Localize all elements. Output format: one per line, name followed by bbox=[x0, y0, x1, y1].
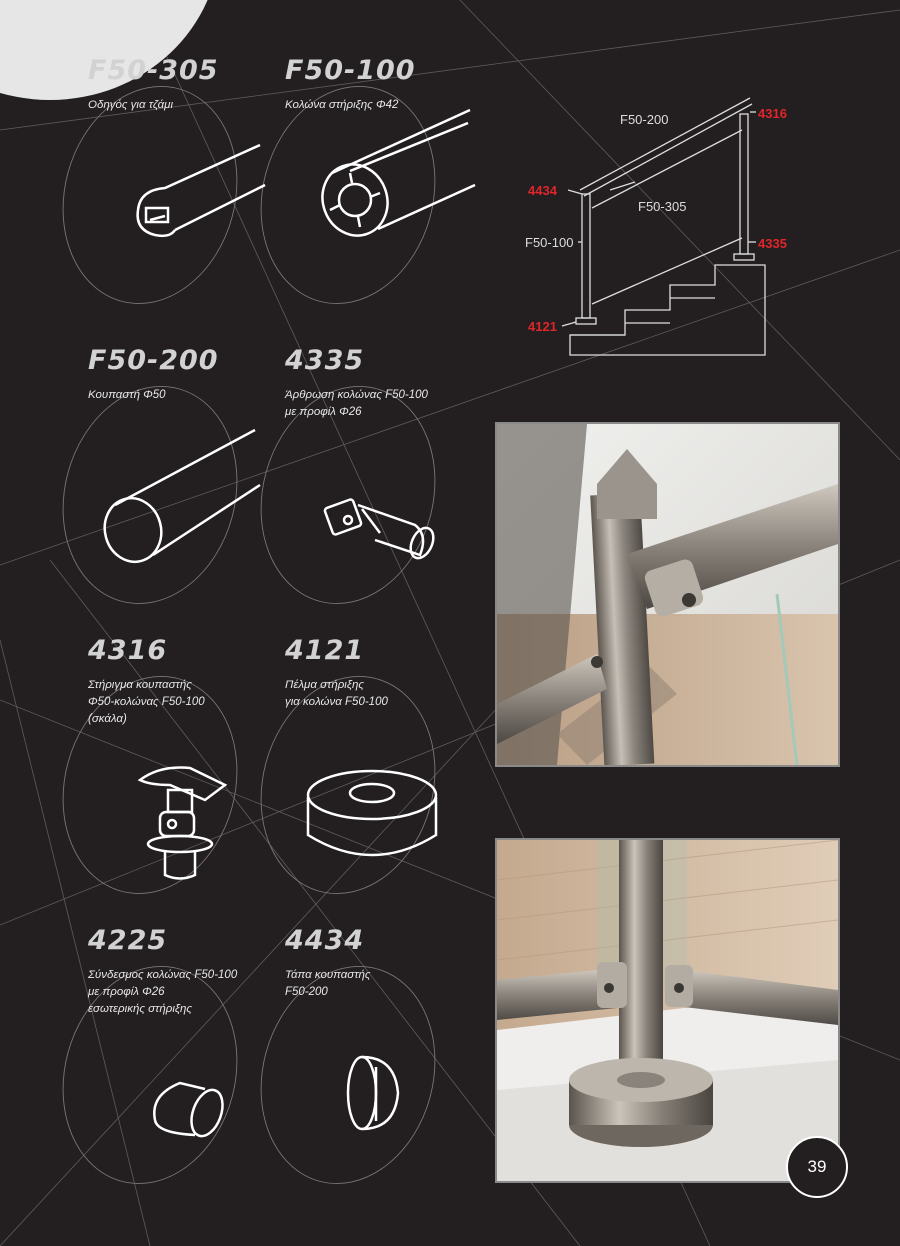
handrail-support-drawing bbox=[130, 760, 240, 885]
desc-line: για κολώνα F50-100 bbox=[285, 696, 388, 708]
connector-drawing bbox=[145, 1075, 235, 1145]
product-f50-305 bbox=[88, 55, 288, 114]
product-code: 4225 bbox=[88, 925, 168, 956]
label-glass-guide: F50-305 bbox=[638, 199, 687, 214]
desc-line: με προφίλ Φ26 bbox=[88, 986, 165, 998]
desc-line: F50-200 bbox=[285, 986, 328, 998]
product-code: 4335 bbox=[285, 345, 365, 376]
desc-line: (σκάλα) bbox=[88, 713, 127, 725]
handrail-drawing bbox=[95, 420, 275, 570]
desc-line: Πέλμα στήριξης bbox=[285, 679, 364, 691]
product-description bbox=[88, 967, 288, 1018]
product-4434 bbox=[285, 925, 485, 1001]
desc-line: με προφίλ Φ26 bbox=[285, 406, 362, 418]
glass-guide-drawing bbox=[120, 130, 280, 250]
label-joint: 4335 bbox=[758, 236, 787, 251]
assembly-diagram bbox=[520, 90, 800, 365]
label-handrail: F50-200 bbox=[620, 112, 669, 127]
desc-line: Στήριγμα κουπαστής bbox=[88, 679, 192, 691]
desc-line: Κολώνα στήριξης Φ42 bbox=[285, 99, 399, 111]
product-code: F50-305 bbox=[88, 55, 219, 86]
label-base: 4121 bbox=[528, 319, 557, 334]
desc-line: Σύνδεσμος κολώνας F50-100 bbox=[88, 969, 238, 981]
desc-line: Οδηγός για τζάμι bbox=[88, 99, 174, 111]
product-code: F50-100 bbox=[285, 55, 416, 86]
product-code: F50-200 bbox=[88, 345, 219, 376]
product-code: 4121 bbox=[285, 635, 365, 666]
end-cap-drawing bbox=[340, 1045, 420, 1145]
product-4225 bbox=[88, 925, 288, 1018]
label-top-support: 4316 bbox=[758, 106, 787, 121]
product-code: 4316 bbox=[88, 635, 168, 666]
product-f50-200 bbox=[88, 345, 288, 404]
desc-line: Άρθρωση κολώνας F50-100 bbox=[285, 389, 428, 401]
product-4316 bbox=[88, 635, 288, 728]
product-description bbox=[88, 387, 288, 404]
product-description bbox=[285, 677, 485, 711]
label-post: F50-100 bbox=[525, 235, 574, 250]
product-description bbox=[285, 967, 485, 1001]
product-4335 bbox=[285, 345, 485, 421]
photo-illustration bbox=[497, 424, 838, 765]
desc-line: Φ50-κολώνας F50-100 bbox=[88, 696, 205, 708]
product-photo-base-plate bbox=[495, 838, 840, 1183]
joint-drawing bbox=[320, 485, 440, 575]
page-number: 39 bbox=[786, 1136, 848, 1198]
desc-line: Κουπαστή Φ50 bbox=[88, 389, 166, 401]
desc-line: Τάπα κουπαστής bbox=[285, 969, 371, 981]
base-plate-drawing bbox=[300, 765, 450, 870]
photo-illustration bbox=[497, 840, 838, 1181]
product-description bbox=[285, 387, 485, 421]
product-code: 4434 bbox=[285, 925, 365, 956]
product-description bbox=[88, 677, 288, 728]
product-photo-handrail-joint bbox=[495, 422, 840, 767]
post-drawing bbox=[310, 105, 480, 245]
label-end-cap: 4434 bbox=[528, 183, 557, 198]
desc-line: εσωτερικής στήριξης bbox=[88, 1003, 192, 1015]
product-description bbox=[88, 97, 288, 114]
product-4121 bbox=[285, 635, 485, 711]
